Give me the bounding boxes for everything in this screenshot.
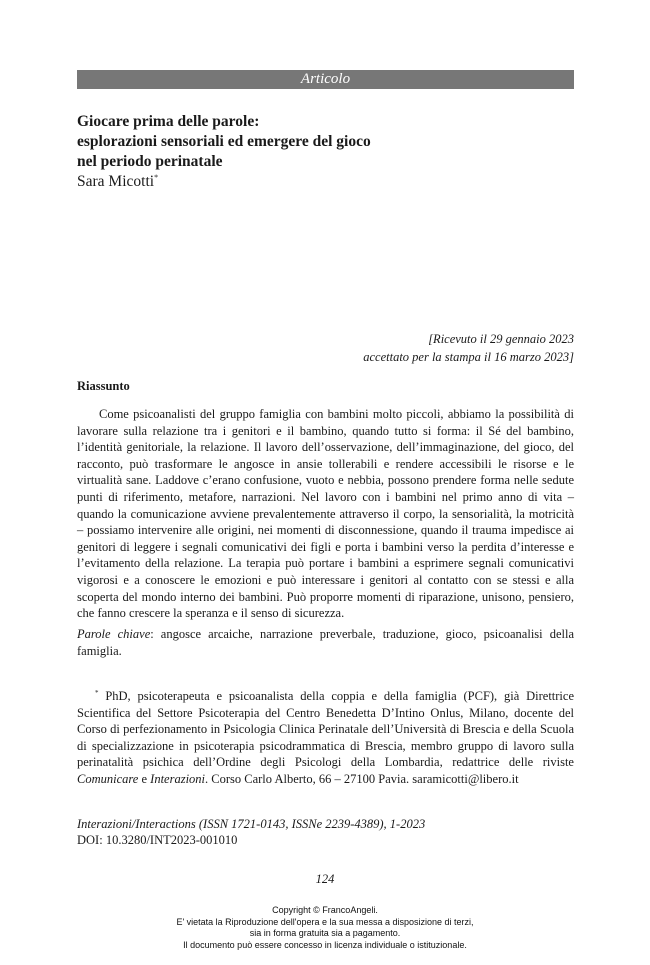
footnote-mark: * [95,688,99,697]
copyright-line: Copyright © FrancoAngeli. [272,905,378,915]
abstract-heading: Riassunto [77,379,130,393]
accepted-line: accettato per la stampa il 16 marzo 2023] [363,350,574,364]
author-footnote [77,688,574,788]
keywords-label: Parole chiave [77,627,151,641]
author-name [77,172,158,192]
copyright-line: sia in forma gratuita sia a pagamento. [249,928,401,938]
footnote-and: e [138,771,151,786]
copyright-line: Il documento può essere concesso in licenza individuale o istituzionale. [183,939,467,950]
article-title [77,112,577,172]
keywords [77,626,574,659]
doi-line: DOI: 10.3280/INT2023-001010 [77,833,238,847]
received-dates [174,330,574,366]
footnote-text-1: PhD, psicoterapeuta e psicoanalista della coppia e della famiglia (PCF), già Direttrice Scientifica del Settore Psicoterapia del Centro Benedetta D’Intino Onlus, Milano, docente del Corso di perfezionamento in Psicologia Clinica Perinatale dell’Università di Brescia e della Scuola di specializzazione in psicoterapia psicodrammatica di Brescia, membro gruppo di lavoro sulla perinatalità psichica dell’Ordine degli Psicologi della Lombardia, redattrice delle riviste [77,689,574,770]
footnote-text-2: . Corso Carlo Alberto, 66 – 27100 Pavia. saramicotti@libero.it [205,771,519,786]
copyright-line: E' vietata la Riproduzione dell'opera e la sua messa a disposizione di terzi, [176,916,474,927]
title-line: esplorazioni sensoriali ed emergere del gioco [77,133,371,150]
author-text: Sara Micotti [77,173,155,190]
abstract-text: Come psicoanalisti del gruppo famiglia con bambini molto piccoli, abbiamo la possibilità di lavorare sulla relazione tra i genitori e il bambino, quando tutto si forma: il Sé del bambino, l’identità genitoriale, la relazione. Il lavoro dell’osservazione, dell’immaginazione, del gioco, del racconto, può trasformare le angosce in ansie tollerabili e rendere accessibili le risorse e le virtualità sane. Laddove c’erano confusione, vuoto e nebbia, possono prendere forma nelle sedute punti di riferimento, metafore, narrazioni. Nel lavoro con i bambini nel primo anno di vita – quando la comunicazione avviene prevalentemente attraverso il corpo, la sensorialità, la motricità – possiamo intervenire alle origini, nei momenti di disconnessione, quando il trauma impedisce ai genitori di leggere i segnali comunicativi dei figli e porta i bambini verso la perdita d’interesse e l’evitamento della relazione. La terapia può portare i bambini a esprimere segnali comunicativi vigorosi e a conoscere le emozioni e può interessare i genitori al contatto con se stessi e alla scoperta del mondo interno dei bambini. Può proporre momenti di riparazione, unisono, pensiero, che fanno crescere la speranza e il senso di sicurezza. [77,407,574,621]
section-banner: Articolo [77,70,574,89]
title-line: nel periodo perinatale [77,153,223,170]
journal-name-interazioni: Interazioni [150,771,206,786]
page-number: 124 [315,872,335,886]
copyright-notice [0,905,650,951]
keywords-text: : angosce arcaiche, narrazione preverbale, traduzione, gioco, psicoanalisi della famiglia. [77,627,574,658]
journal-name-comunicare: Comunicare [77,771,139,786]
journal-citation: Interazioni/Interactions (ISSN 1721-0143, ISSNe 2239-4389), 1-2023 [77,817,426,831]
received-line: [Ricevuto il 29 gennaio 2023 [428,332,574,346]
author-footnote-mark: * [154,172,159,182]
title-line: Giocare prima delle parole: [77,113,260,130]
